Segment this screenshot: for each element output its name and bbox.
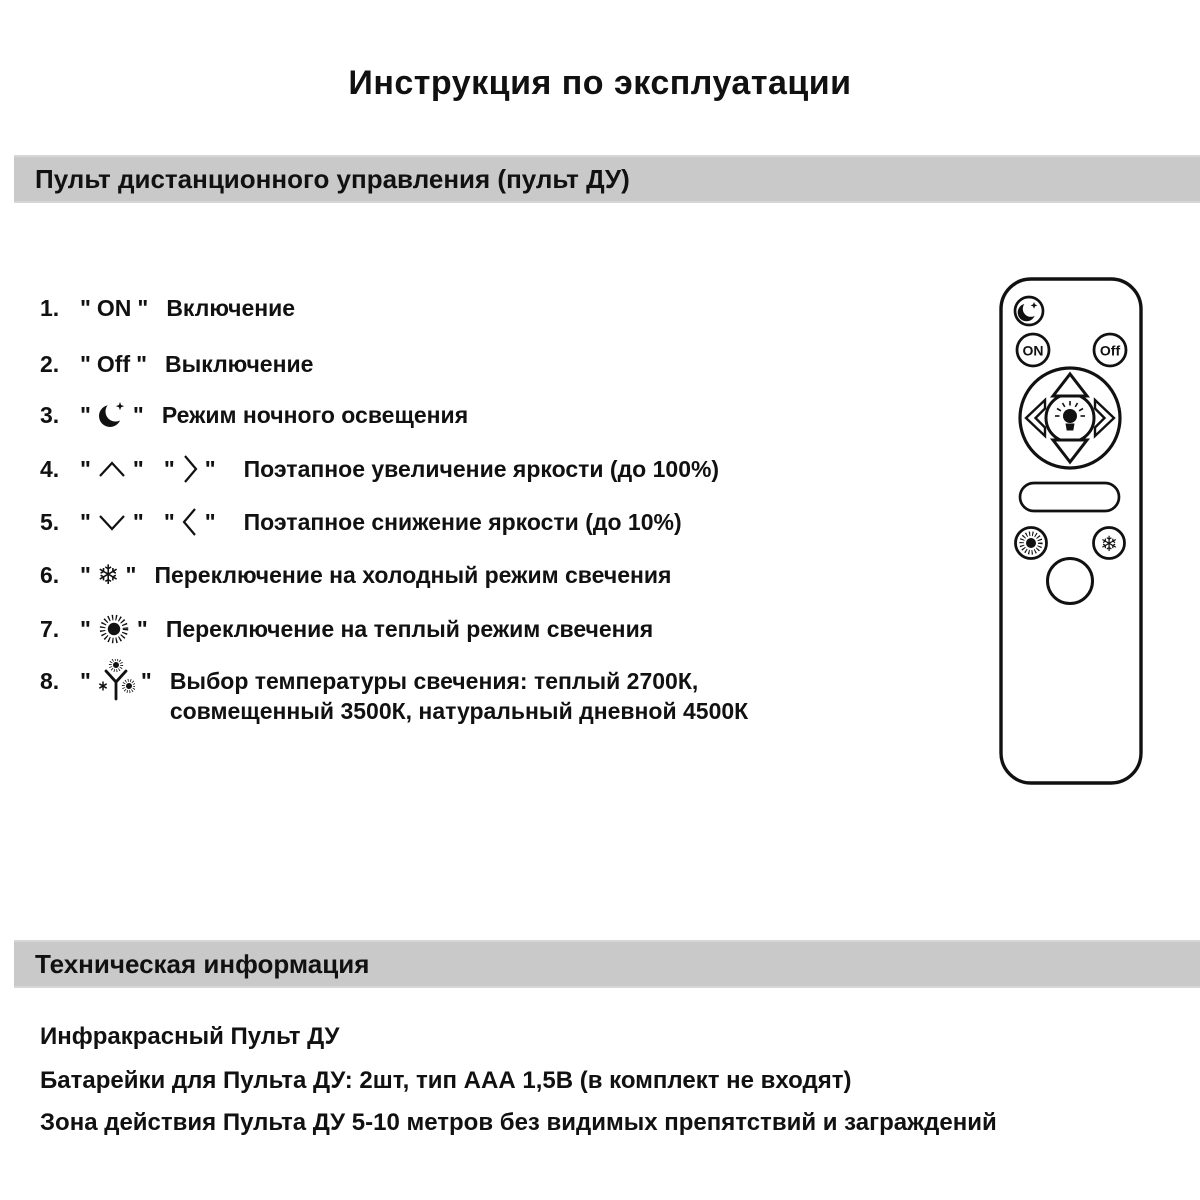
moon-icon <box>97 400 127 430</box>
remote-off-label: Off <box>1099 342 1121 359</box>
quote-mark: " <box>80 668 91 694</box>
section-header-tech <box>14 940 1200 988</box>
remote-snowflake-icon: ❄ <box>1100 532 1118 556</box>
quote-mark: " <box>204 455 216 482</box>
item-text-line2: совмещенный 3500К, натуральный дневной 4500К <box>169 698 749 724</box>
remote-on-label: ON <box>1022 342 1044 359</box>
quote-mark: " <box>80 294 91 321</box>
item-number: 5. <box>40 508 60 535</box>
chevron-up-icon <box>97 459 127 479</box>
quote-mark: " <box>80 561 91 588</box>
quote-mark: " <box>163 508 175 535</box>
chevron-right-icon <box>181 452 199 486</box>
snowflake-icon: ❄ <box>96 559 120 591</box>
quote-mark: " <box>80 508 91 535</box>
item-text-block <box>170 666 748 726</box>
item-text: Поэтапное снижение яркости (до 10%) <box>243 508 682 535</box>
item-text: Переключение на холодный режим свечения <box>154 561 672 588</box>
on-button-label: ON <box>96 294 132 321</box>
quote-mark: " <box>80 401 91 428</box>
chevron-left-icon <box>181 505 199 539</box>
list-item-off <box>40 347 313 381</box>
quote-mark: " <box>80 455 91 482</box>
quote-mark: " <box>80 615 91 642</box>
off-button-label: Off <box>96 350 131 377</box>
quote-mark: " <box>136 350 148 377</box>
list-item-on <box>40 291 295 325</box>
section-header-remote-label: Пульт дистанционного управления (пульт ДУ) <box>35 163 630 194</box>
quote-mark: " <box>132 455 144 482</box>
list-item-cold-mode <box>40 558 671 592</box>
list-item-brightness-up <box>40 452 719 486</box>
item-number: 8. <box>40 668 60 694</box>
temperature-select-icon <box>97 659 135 703</box>
remote-control-figure <box>999 277 1143 785</box>
quote-mark: " <box>137 294 149 321</box>
item-number: 2. <box>40 350 60 377</box>
item-number: 7. <box>40 615 60 642</box>
list-item-warm-mode <box>40 612 653 646</box>
item-text: Поэтапное увеличение яркости (до 100%) <box>243 455 720 482</box>
quote-mark: " <box>136 615 148 642</box>
section-header-remote <box>14 155 1200 203</box>
tech-info-line: Зона действия Пульта ДУ 5-10 метров без видимых препятствий и заграждений <box>40 1109 997 1136</box>
item-number: 1. <box>40 294 60 321</box>
quote-mark: " <box>80 350 91 377</box>
item-text: Переключение на теплый режим свечения <box>165 615 654 642</box>
item-text: Режим ночного освещения <box>161 401 469 428</box>
quote-mark: " <box>204 508 216 535</box>
item-text: Включение <box>166 294 296 321</box>
quote-mark: " <box>132 401 144 428</box>
list-item-temperature-select <box>40 666 748 726</box>
quote-mark: " <box>163 455 175 482</box>
quote-mark: " <box>140 668 152 694</box>
sun-icon <box>97 612 131 646</box>
item-number: 3. <box>40 401 60 428</box>
quote-mark: " <box>132 508 144 535</box>
tech-info-line: Инфракрасный Пульт ДУ <box>40 1023 340 1050</box>
item-text: Выключение <box>165 350 314 377</box>
list-item-brightness-down <box>40 505 682 539</box>
tech-info-line: Батарейки для Пульта ДУ: 2шт, тип ААА 1,5В (в комплект не входят) <box>40 1067 852 1094</box>
page-title: Инструкция по эксплуатации <box>348 64 852 102</box>
remote-dpad <box>1020 368 1120 468</box>
quote-mark: " <box>125 561 137 588</box>
item-number: 6. <box>40 561 60 588</box>
item-number: 4. <box>40 455 60 482</box>
list-item-night-mode <box>40 398 468 432</box>
section-header-tech-label: Техническая информация <box>35 948 370 979</box>
chevron-down-icon <box>97 512 127 532</box>
item-text-line1: Выбор температуры свечения: теплый 2700К, <box>169 668 699 694</box>
